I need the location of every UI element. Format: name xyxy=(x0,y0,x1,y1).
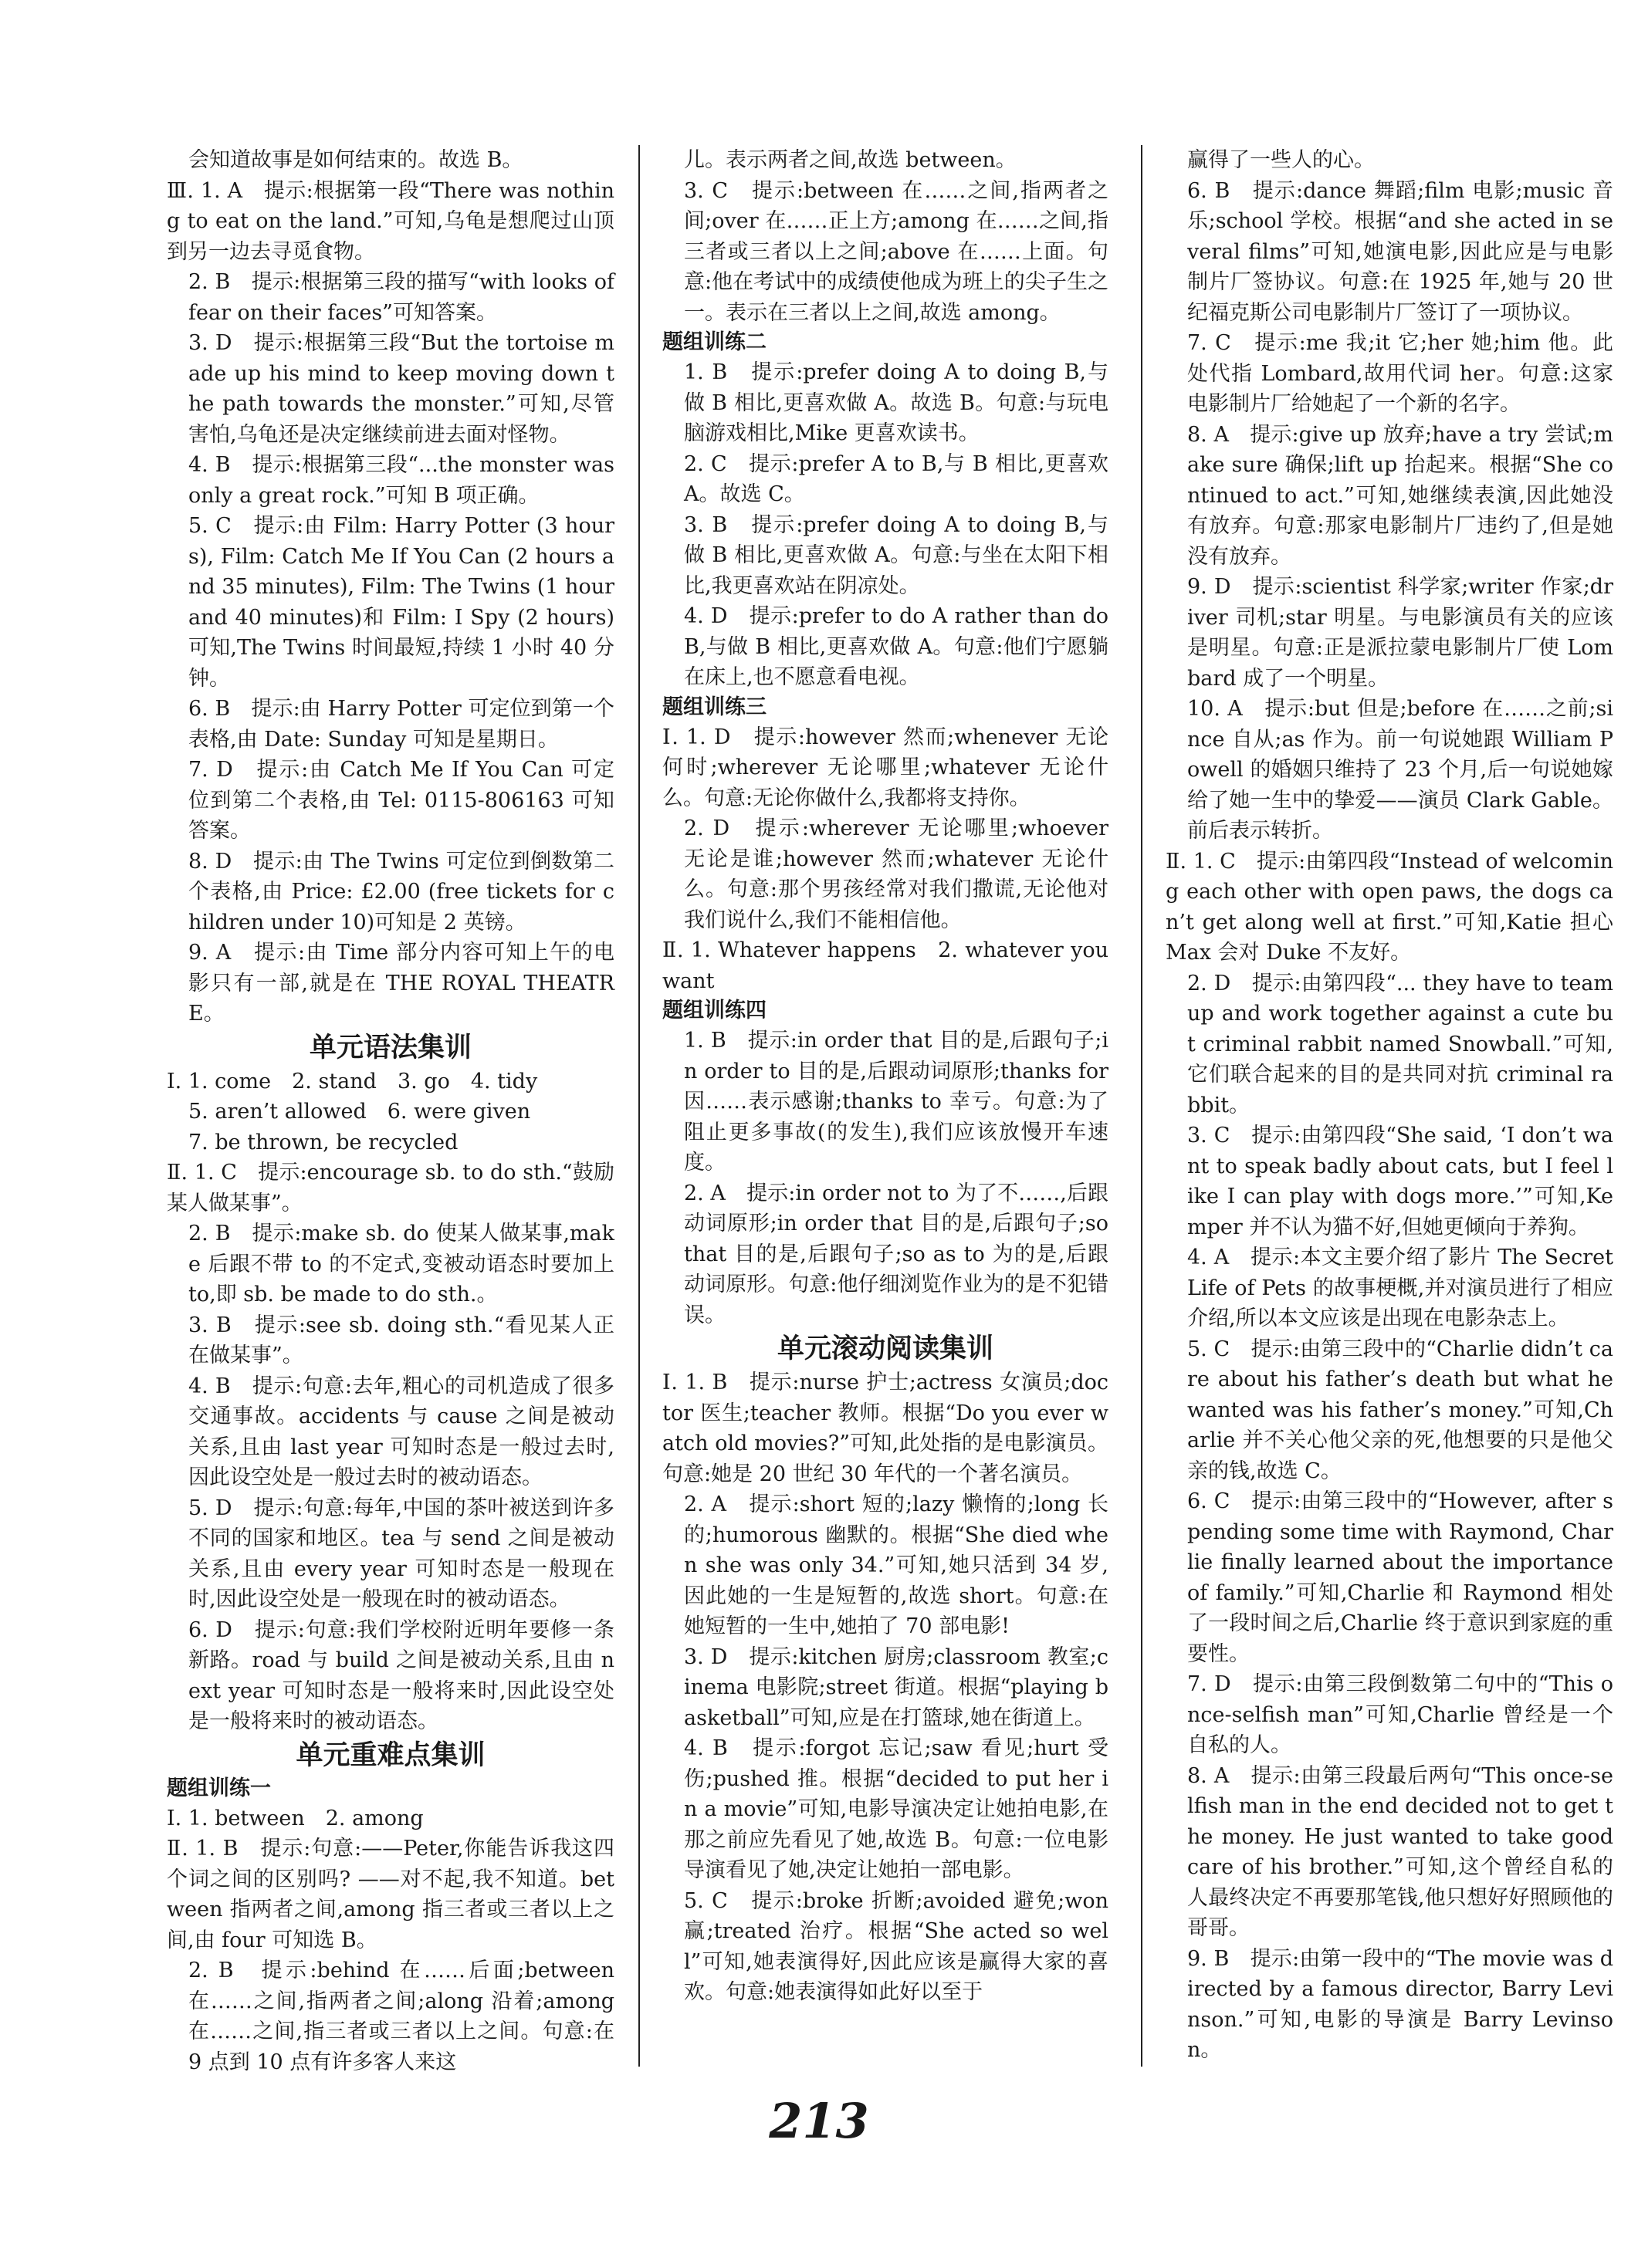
answer-item: 7. be thrown, be recycled xyxy=(188,1130,459,1154)
answer-item: 3. C 提示:between 在……之间,指两者之间;over 在……正上方;among 在……之间,指三者或三者以上之间;above 在……上面。句意:他在考试中的成绩使他成为班上的尖子生之一。表示在三者以上之间,故选 among。 xyxy=(684,178,1108,325)
answer-item: 7. D 提示:由 Catch Me If You Can 可定位到第二个表格,由 Tel: 0115-806163 可知答案。 xyxy=(188,758,614,843)
answer-item: 3. D 提示:根据第三段“But the tortoise made up his mind to keep moving down the path towards the monster.”可知,尽管害怕,乌龟还是决定继续前进去面对怪物。 xyxy=(188,331,614,447)
answer-item: 2. B 提示:make sb. do 使某人做某事,make 后跟不带 to 的不定式,变被动语态时要加上 to,即 sb. be made to do sth.。 xyxy=(188,1222,614,1306)
subsection-heading: 题组训练一 xyxy=(167,1776,271,1800)
answer-item: 赢得了一些人的心。 xyxy=(1187,148,1375,172)
column-divider xyxy=(1141,145,1142,2067)
answer-item: 1. B 提示:in order that 目的是,后跟句子;in order to 目的是,后跟动词原形;thanks for 因……表示感谢;thanks to 幸亏。句意:为了阻止更多事故(的发生),我们应该放慢开车速度。 xyxy=(684,1029,1108,1175)
answer-item: 6. B 提示:dance 舞蹈;film 电影;music 音乐;school 学校。根据“and she acted in several films”可知,她演电影,因此应是与电影制片厂签协议。句意:在 1925 年,她与 20 世纪福克斯公司电影制片厂签订了一项协议。 xyxy=(1187,178,1613,325)
answer-item: 6. D 提示:句意:我们学校附近明年要修一条新路。road 与 build 之间是被动关系,且由 next year 可知时态是一般将来时,因此设空处是一般将来时的被动语态。 xyxy=(188,1617,614,1733)
answer-item: 2. D 提示:由第四段“... they have to team up and work together against a cute but criminal rabbit named Snowball.”可知,它们联合起来的目的是共同对抗 criminal rabbit。 xyxy=(1187,971,1613,1117)
answer-item: 5. C 提示:由 Film: Harry Potter (3 hours), Film: Catch Me If You Can (2 hours and 35 minutes), Film: The Twins (1 hour and 40 minutes)和 Film: I Spy (2 hours)可知,The Twins 时间最短,持续 1 小时 40 分钟。 xyxy=(188,514,614,691)
answer-item: 8. A 提示:give up 放弃;have a try 尝试;make sure 确保;lift up 抬起来。根据“She continued to act.”可知,她继续表演,因此她没有放弃。句意:那家电影制片厂违约了,但是她没有放弃。 xyxy=(1187,422,1613,569)
answer-item: 6. C 提示:由第三段中的“However, after spending some time with Raymond, Charlie finally learned about the importance of family.”可知,Charlie 和 Raymond 相处了一段时间之后,Charlie 终于意识到家庭的重要性。 xyxy=(1187,1489,1613,1666)
answer-item: 4. B 提示:句意:去年,粗心的司机造成了很多交通事故。accidents 与 cause 之间是被动关系,且由 last year 可知时态是一般过去时,因此设空处是一般过去时的被动语态。 xyxy=(188,1374,614,1489)
answer-item: 2. B 提示:behind 在……后面;between 在……之间,指两者之间;along 沿着;among 在……之间,指三者或三者以上之间。句意:在 9 点到 10 点有许多客人来这 xyxy=(188,1959,614,2074)
answer-item: 5. C 提示:broke 折断;avoided 避免;won 赢;treated 治疗。根据“She acted so well”可知,她表演得好,因此应该是赢得大家的喜欢。句意:她表演得如此好以至于 xyxy=(684,1888,1108,2004)
answer-item: 2. D 提示:wherever 无论哪里;whoever 无论是谁;however 然而;whatever 无论什么。句意:那个男孩经常对我们撒谎,无论他对我们说什么,我们不能相信他。 xyxy=(684,816,1108,932)
answer-item: 9. A 提示:由 Time 部分内容可知上午的电影只有一部,就是在 THE ROYAL THEATRE。 xyxy=(188,941,614,1026)
section-heading: 单元语法集训 xyxy=(309,1032,472,1063)
answer-item: 5. D 提示:句意:每年,中国的茶叶被送到许多不同的国家和地区。tea 与 send 之间是被动关系,且由 every year 可知时态是一般现在时,因此设空处是一般现在时的被动语态。 xyxy=(188,1496,614,1611)
answer-item: 9. D 提示:scientist 科学家;writer 作家;driver 司机;star 明星。与电影演员有关的应该是明星。句意:正是派拉蒙电影制片厂使 Lombard 成了一个明星。 xyxy=(1187,575,1613,691)
answer-item: Ⅰ. 1. between 2. among xyxy=(167,1806,424,1830)
answer-item: 9. B 提示:由第一段中的“The movie was directed by a famous director, Barry Levinson.”可知,电影的导演是 Barry Levinson。 xyxy=(1187,1946,1613,2062)
answer-item: 3. B 提示:prefer doing A to doing B,与做 B 相比,更喜欢做 A。句意:与坐在太阳下相比,我更喜欢站在阴凉处。 xyxy=(684,512,1108,598)
answer-item: 7. C 提示:me 我;it 它;her 她;him 他。此处代指 Lombard,故用代词 her。句意:这家电影制片厂给她起了一个新的名字。 xyxy=(1187,331,1613,416)
column-left xyxy=(167,145,614,2077)
answer-item: 6. B 提示:由 Harry Potter 可定位到第一个表格,由 Date: Sunday 可知是星期日。 xyxy=(188,697,614,752)
answer-item: Ⅱ. 1. Whatever happens 2. whatever you want xyxy=(662,938,1108,993)
answer-item: 8. A 提示:由第三段最后两句“This once-selfish man in the end decided not to get the money. He just wanted to take good care of his brother.”可知,这个曾经自私的人最终决定不再要那笔钱,他只想好好照顾他的哥哥。 xyxy=(1187,1763,1613,1940)
answer-item: 10. A 提示:but 但是;before 在……之前;since 自从;as 作为。前一句说她跟 William Powell 的婚姻只维持了 23 个月,后一句说她嫁给了她一生中的挚爱——演员 Clark Gable。前后表示转折。 xyxy=(1187,697,1613,843)
answer-item: 1. B 提示:prefer doing A to doing B,与做 B 相比,更喜欢做 A。故选 B。句意:与玩电脑游戏相比,Mike 更喜欢读书。 xyxy=(684,360,1108,445)
answer-item: 4. D 提示:prefer to do A rather than do B,与做 B 相比,更喜欢做 A。句意:他们宁愿躺在床上,也不愿意看电视。 xyxy=(684,604,1108,689)
answer-item: Ⅰ. 1. come 2. stand 3. go 4. tidy xyxy=(167,1069,538,1093)
answer-item: 7. D 提示:由第三段倒数第二句中的“This once-selfish man”可知,Charlie 曾经是一个自私的人。 xyxy=(1187,1672,1613,1757)
answer-item: 3. D 提示:kitchen 厨房;classroom 教室;cinema 电影院;street 街道。根据“playing basketball”可知,应是在打篮球,她在街道上。 xyxy=(684,1644,1108,1730)
answer-item: Ⅱ. 1. C 提示:由第四段“Instead of welcoming each other with open paws, the dogs can’t get along well at first.”可知,Katie 担心 Max 会对 Duke 不友好。 xyxy=(1166,849,1613,965)
column-divider xyxy=(638,145,640,2067)
answer-item: 4. B 提示:forgot 忘记;saw 看见;hurt 受伤;pushed 推。根据“decided to put her in a movie”可知,电影导演决定让她拍电影,在那之前应先看见了她,故选 B。句意:一位电影导演看见了她,决定让她拍一部电影。 xyxy=(684,1736,1108,1882)
answer-item: Ⅲ. 1. A 提示:根据第一段“There was nothing to eat on the land.”可知,乌龟是想爬过山顶到另一边去寻觅食物。 xyxy=(167,178,614,264)
column-middle xyxy=(662,145,1108,2008)
answer-item: 5. C 提示:由第三段中的“Charlie didn’t care about his father’s death but what he wanted was his father’s money.”可知,Charlie 并不关心他父亲的死,他想要的只是他父亲的钱,故选 C。 xyxy=(1187,1337,1613,1483)
answer-item: 2. A 提示:short 短的;lazy 懒惰的;long 长的;humorous 幽默的。根据“She died when she was only 34.”可知,她只活到 34 岁,因此她的一生是短暂的,故选 short。句意:在她短暂的一生中,她拍了 70 部电影! xyxy=(684,1492,1108,1638)
answer-item: 5. aren’t allowed 6. were given xyxy=(188,1100,531,1124)
answer-item: Ⅰ. 1. D 提示:however 然而;whenever 无论何时;wherever 无论哪里;whatever 无论什么。句意:无论你做什么,我都将支持你。 xyxy=(662,725,1108,810)
answer-item: 2. B 提示:根据第三段的描写“with looks of fear on their faces”可知答案。 xyxy=(188,270,614,325)
section-heading: 单元重难点集训 xyxy=(296,1739,486,1771)
answer-item: 儿。表示两者之间,故选 between。 xyxy=(684,148,1017,172)
answer-item: 8. D 提示:由 The Twins 可定位到倒数第二个表格,由 Price: £2.00 (free tickets for children under 10)可知是 2 英镑。 xyxy=(188,849,614,935)
subsection-heading: 题组训练三 xyxy=(662,695,767,719)
answer-item: 4. B 提示:根据第三段“...the monster was only a great rock.”可知 B 项正确。 xyxy=(188,453,614,508)
answer-item: Ⅱ. 1. C 提示:encourage sb. to do sth.“鼓励某人做某事”。 xyxy=(167,1161,614,1215)
page-number: 213 xyxy=(769,2093,869,2149)
subsection-heading: 题组训练二 xyxy=(662,330,767,354)
answer-item: Ⅱ. 1. B 提示:句意:——Peter,你能告诉我这四个词之间的区别吗? ——对不起,我不知道。between 指两者之间,among 指三者或三者以上之间,由 four 可知选 B。 xyxy=(167,1837,614,1952)
answer-item: 3. C 提示:由第四段“She said, ‘I don’t want to speak badly about cats, but I feel like I can play with dogs more.’”可知,Kemper 并不认为猫不好,但她更倾向于养狗。 xyxy=(1187,1124,1613,1239)
subsection-heading: 题组训练四 xyxy=(662,999,767,1022)
answer-item: 2. A 提示:in order not to 为了不……,后跟动词原形;in order that 目的是,后跟句子;so that 目的是,后跟句子;so as to 为的是,后跟动词原形。句意:他仔细浏览作业为的是不犯错误。 xyxy=(684,1181,1108,1327)
answer-item: 会知道故事是如何结束的。故选 B。 xyxy=(188,148,523,172)
answer-item: 4. A 提示:本文主要介绍了影片 The Secret Life of Pets 的故事梗概,并对演员进行了相应介绍,所以本文应该是出现在电影杂志上。 xyxy=(1187,1246,1613,1330)
column-right xyxy=(1166,145,1613,2066)
answer-item: Ⅰ. 1. B 提示:nurse 护士;actress 女演员;doctor 医生;teacher 教师。根据“Do you ever watch old movies?”可知,此处指的是电影演员。句意:她是 20 世纪 30 年代的一个著名演员。 xyxy=(662,1371,1108,1486)
answer-item: 2. C 提示:prefer A to B,与 B 相比,更喜欢 A。故选 C。 xyxy=(684,451,1108,506)
section-heading: 单元滚动阅读集训 xyxy=(777,1333,993,1364)
answer-item: 3. B 提示:see sb. doing sth.“看见某人正在做某事”。 xyxy=(188,1313,614,1367)
